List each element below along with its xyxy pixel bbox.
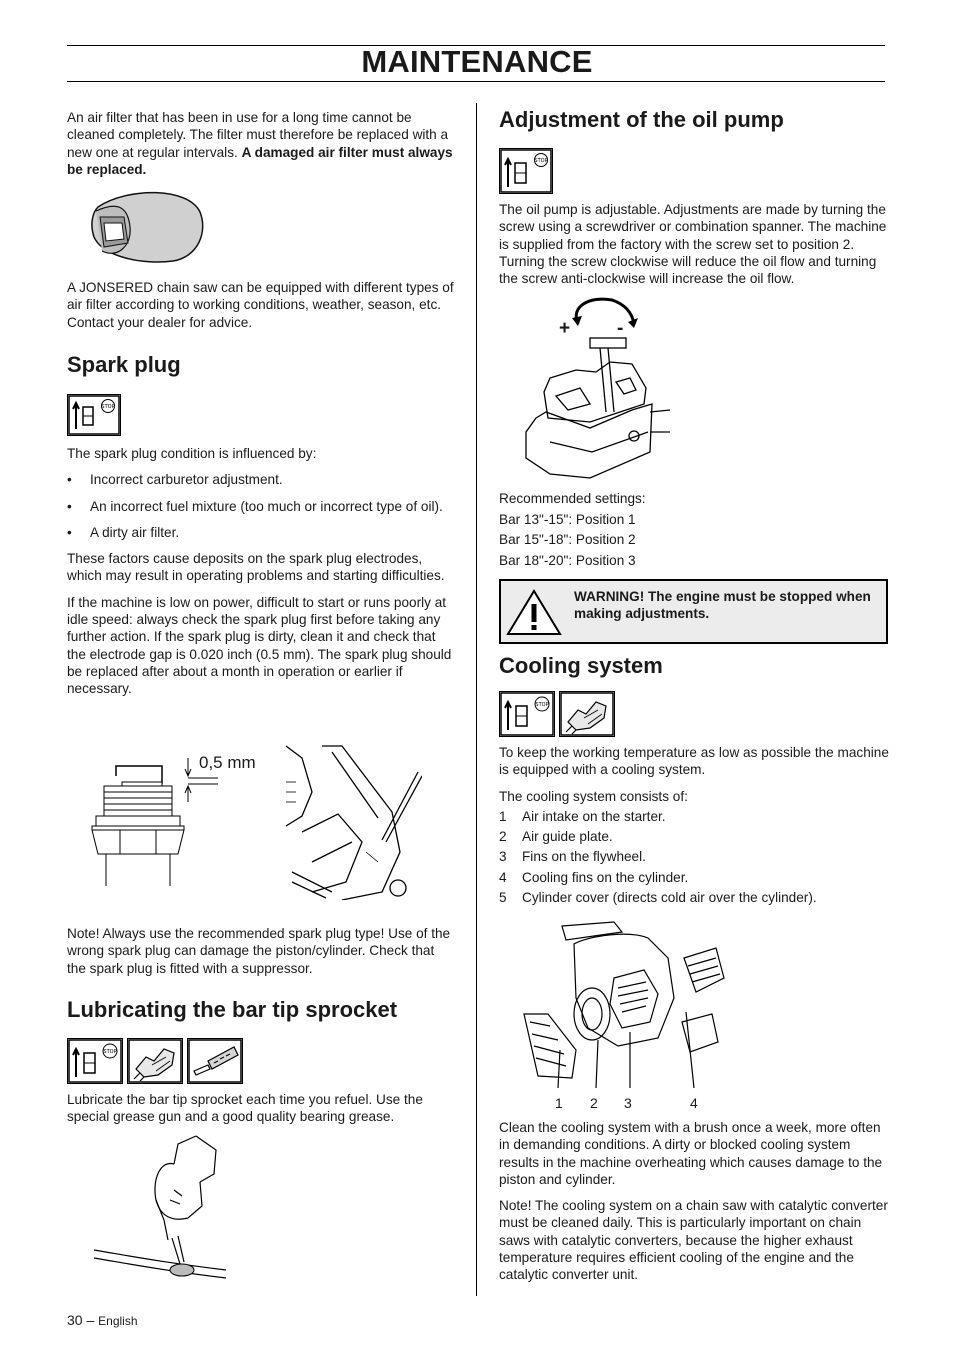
spark-plug-intro: The spark plug condition is influenced by: [67, 446, 317, 461]
warning-text: WARNING! The engine must be stopped when making adjustments. [574, 589, 871, 621]
brush-icon [187, 1038, 243, 1084]
callout-2: 2 [590, 1095, 598, 1111]
cooling-catalytic-note: Note! The cooling system on a chain saw with catalytic converter must be cleaned daily. This is particularly important on chain saws with catalytic converters, because the higher exhaust temperature requires efficient cooling of the engine and the catalytic converter unit. [499, 1198, 888, 1283]
warning-box [499, 579, 888, 644]
recommended-settings [499, 489, 889, 571]
protective-glove-icon [559, 691, 615, 737]
callout-4: 4 [690, 1095, 698, 1111]
cooling-cleaning-paragraph: Clean the cooling system with a brush once a week, more often in demanding conditions. A dirty or blocked cooling system results in the machine overheating which causes damage to the piston and cylinder. [499, 1120, 883, 1187]
spark-plug-deposits-paragraph: These factors cause deposits on the spark plug electrodes, which may result in operating problems and starting difficulties. [67, 551, 445, 584]
callout-1: 1 [555, 1095, 563, 1111]
list-item: 3 Fins on the flywheel. [499, 849, 646, 865]
settings-line: Bar 18"-20": Position 3 [499, 552, 636, 568]
callout-3: 3 [624, 1095, 632, 1111]
increase-flow-sign: + [559, 318, 571, 339]
header-bottom-rule [67, 81, 885, 82]
engine-off-icon [499, 691, 555, 737]
engine-off-icon [67, 1038, 123, 1084]
oil-pump-heading: Adjustment of the oil pump [499, 107, 784, 132]
air-filter-advice: A JONSERED chain saw can be equipped with different types of air filter according to working conditions, weather, season, etc. Contact your dealer for advice. [67, 280, 454, 330]
spark-plug-factors-list [67, 471, 455, 541]
settings-line: Bar 13"-15": Position 1 [499, 511, 636, 527]
settings-line: Bar 15"-18": Position 2 [499, 532, 636, 547]
spark-plug-tool-illustration [282, 742, 422, 900]
list-item: • A dirty air filter. [67, 524, 455, 541]
sprocket-heading: Lubricating the bar tip sprocket [67, 997, 398, 1022]
engine-off-icon [67, 394, 121, 436]
cooling-intro: To keep the working temperature as low as possible the machine is equipped with a cooling system. [499, 745, 889, 778]
footer-language: English [98, 1314, 138, 1328]
cooling-components-intro: The cooling system consists of: [499, 788, 688, 804]
spark-plug-heading: Spark plug [67, 352, 181, 377]
cooling-system-illustration [518, 918, 730, 1094]
column-divider [476, 103, 477, 1296]
oil-pump-paragraph: The oil pump is adjustable. Adjustments are made by turning the screw using a screwdriver or combination spanner. The machine is supplied from the factory with the screw set to position 2. Turning the screw clockwise will reduce the oil flow and turning the screw anti-clockwise will increase the oil flow. [499, 202, 887, 287]
oil-pump-icons [499, 148, 553, 194]
spark-plug-note: Note! Always use the recommended spark plug type! Use of the wrong spark plug can damage the piston/cylinder. Check that the spark plug is fitted with a suppressor. [67, 926, 451, 976]
spark-plug-icons [67, 394, 121, 436]
protective-glove-icon [127, 1038, 183, 1084]
stop-label: STOP [534, 158, 548, 164]
left-column [67, 109, 455, 187]
page-title: MAINTENANCE [361, 44, 593, 79]
stop-label: STOP [103, 1049, 117, 1055]
list-item: • An incorrect fuel mixture (too much or incorrect type of oil). [67, 498, 455, 515]
grease-gun-illustration [90, 1130, 230, 1280]
page-footer: 30 – English [67, 1312, 138, 1328]
settings-line: Recommended settings: [499, 491, 646, 506]
sprocket-icons [67, 1038, 243, 1084]
engine-off-icon [499, 148, 553, 194]
list-item: 5 Cylinder cover (directs cold air over the cylinder). [499, 890, 817, 906]
cooling-components-list [499, 808, 889, 906]
air-filter-illustration [88, 187, 208, 267]
oil-pump-illustration [520, 292, 672, 482]
stop-label: STOP [535, 702, 549, 708]
warning-triangle-icon [506, 588, 562, 636]
list-item: 1 Air intake on the starter. [499, 808, 666, 824]
cooling-heading: Cooling system [499, 653, 663, 678]
sprocket-paragraph: Lubricate the bar tip sprocket each time you refuel. Use the special grease gun and a good quality bearing grease. [67, 1092, 423, 1125]
decrease-flow-sign: - [617, 318, 624, 339]
page-number: 30 [67, 1312, 83, 1328]
gap-label: 0,5 mm [199, 753, 256, 772]
air-filter-paragraph: An air filter that has been in use for a long time cannot be cleaned completely. The filter must therefore be replaced with a new one at regular intervals. A damaged air filter must always be replaced. [67, 110, 453, 177]
list-item: 2 Air guide plate. [499, 829, 613, 845]
list-item: • Incorrect carburetor adjustment. [67, 471, 455, 488]
spark-plug-check-paragraph: If the machine is low on power, difficult to start or runs poorly at idle speed: always check the spark plug first before taking any further action. If the spark plug is dirty, clean it and check that the electrode gap is 0.020 inch (0.5 mm). The spark plug should be replaced after about a month in operation or earlier if necessary. [67, 594, 452, 697]
stop-label: STOP [101, 404, 115, 410]
list-item: 4 Cooling fins on the cylinder. [499, 869, 689, 885]
cooling-icons [499, 691, 615, 737]
